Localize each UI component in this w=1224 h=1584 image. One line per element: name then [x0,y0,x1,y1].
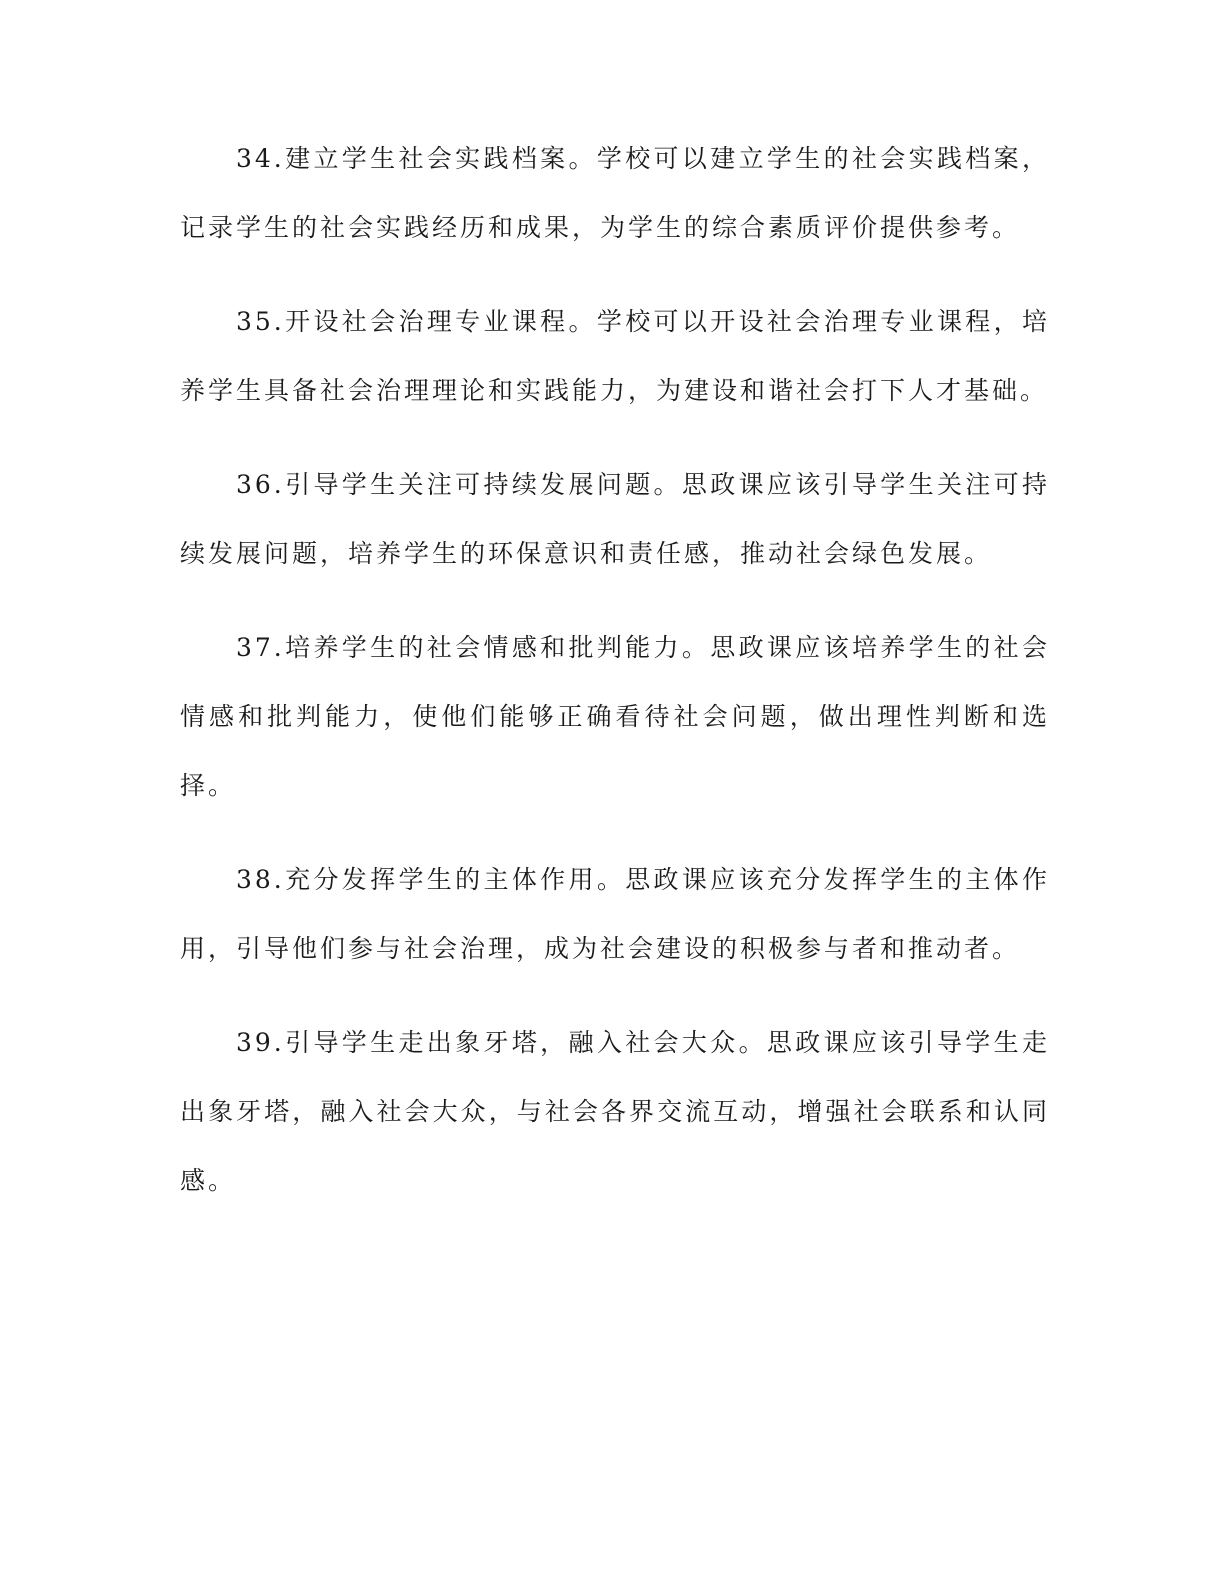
paragraph-35: 35.开设社会治理专业课程。学校可以开设社会治理专业课程，培养学生具备社会治理理论和实践能力，为建设和谐社会打下人才基础。 [180,307,1050,405]
paragraph-36: 36.引导学生关注可持续发展问题。思政课应该引导学生关注可持续发展问题，培养学生的环保意识和责任感，推动社会绿色发展。 [180,470,1050,568]
paragraph-37: 37.培养学生的社会情感和批判能力。思政课应该培养学生的社会情感和批判能力，使他们能够正确看待社会问题，做出理性判断和选择。 [180,633,1050,800]
document-body [180,124,1050,1240]
paragraph-34: 34.建立学生社会实践档案。学校可以建立学生的社会实践档案，记录学生的社会实践经历和成果，为学生的综合素质评价提供参考。 [180,144,1050,242]
paragraph-38: 38.充分发挥学生的主体作用。思政课应该充分发挥学生的主体作用，引导他们参与社会治理，成为社会建设的积极参与者和推动者。 [180,865,1050,963]
paragraph-39: 39.引导学生走出象牙塔，融入社会大众。思政课应该引导学生走出象牙塔，融入社会大众，与社会各界交流互动，增强社会联系和认同感。 [180,1028,1050,1195]
